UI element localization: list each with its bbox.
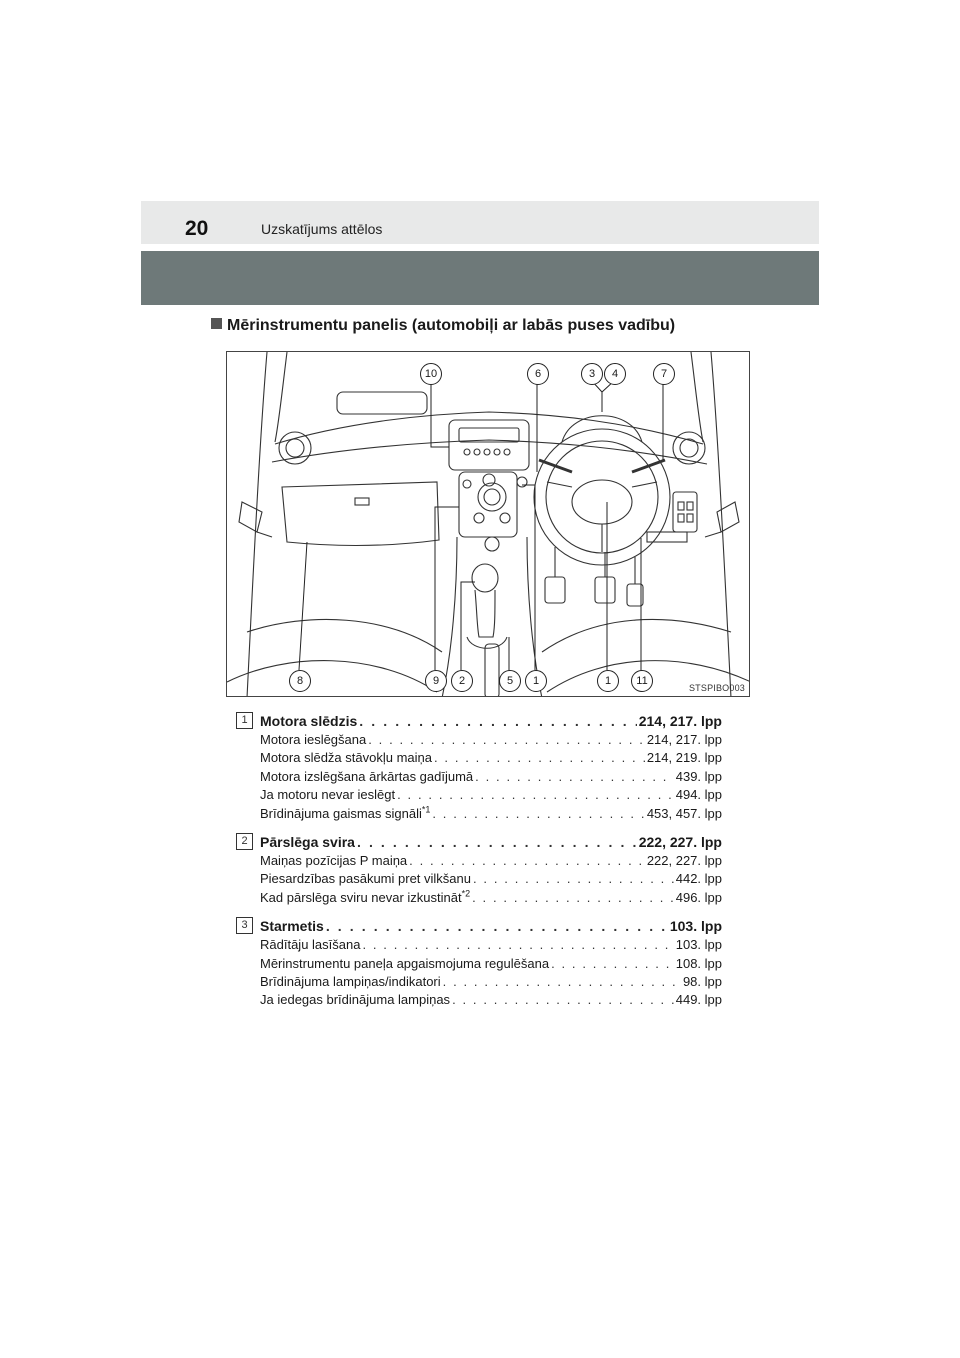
leader-dots [368,731,645,749]
callout-8: 8 [289,670,311,692]
footnote-marker: *1 [421,804,431,815]
callout-9: 9 [425,670,447,692]
sub-entry-text: Brīdinājuma gaismas signāli [260,805,422,821]
leader-dots [326,916,668,936]
sub-entry [260,973,722,991]
sub-entry-text: Motora slēdža stāvokļu maiņa [260,750,432,766]
leader-dots [397,786,674,804]
sub-entry [260,768,722,786]
section-heading-text: Mērinstrumentu panelis (automobiļi ar labās puses vadību) [227,317,676,334]
leader-dots [432,805,644,823]
leader-dots [473,870,674,888]
square-bullet-icon [211,318,222,329]
entry-pages: 222, 227. lpp [638,834,722,851]
leader-dots [357,832,637,852]
sub-entry-pages: 108. lpp [675,955,722,971]
sub-entry-text: Mērinstrumentu paneļa apgaismojuma regulēšana [260,955,550,971]
sub-entry-text: Kad pārslēga sviru nevar izkustināt [260,889,462,905]
callout-11: 11 [631,670,653,692]
sub-entry [260,955,722,973]
callout-1-wheel: 1 [597,670,619,692]
sub-entry-text-with-footnote [260,889,470,907]
page-header-bar [141,201,819,244]
sub-entry-pages: 449. lpp [675,992,722,1008]
dashboard-illustration [226,351,750,697]
sub-entry-text: Brīdinājuma lampiņas/indikatori [260,974,441,990]
sub-entry-pages: 439. lpp [675,768,722,784]
sub-entry-pages: 453, 457. lpp [646,805,722,821]
sub-entry-pages: 98. lpp [682,974,722,990]
leader-dots [362,936,673,954]
sub-entry-text: Ja iedegas brīdinājuma lampiņas [260,992,451,1008]
entry-2 [236,832,722,907]
sub-entry-text-with-footnote [260,805,430,823]
entry-pages: 214, 217. lpp [638,713,722,729]
sub-entry-text: Maiņas pozīcijas P maiņa [260,853,408,869]
callout-4: 4 [604,363,626,385]
sub-entry-pages: 496. lpp [675,889,722,905]
sub-entry-pages: 494. lpp [675,787,722,803]
callout-7: 7 [653,363,675,385]
entry-number-badge: 2 [236,833,253,850]
footnote-marker: *2 [461,888,471,899]
sub-entry-text: Motora izslēgšana ārkārtas gadījumā [260,768,474,784]
entry-title-line [260,832,722,852]
sub-entry-text: Rādītāju lasīšana [260,937,361,953]
sub-entry [260,991,722,1009]
callout-6: 6 [527,363,549,385]
leader-dots [434,749,645,767]
sub-entry [260,731,722,749]
sub-entry-pages: 103. lpp [675,937,722,953]
sub-entry [260,852,722,870]
leader-dots [472,889,674,907]
sub-entry-pages: 214, 219. lpp [646,750,722,766]
callout-2: 2 [451,670,473,692]
entry-3 [236,916,722,1010]
callout-1-center: 1 [525,670,547,692]
callout-3: 3 [581,363,603,385]
chapter-title: Uzskatījums attēlos [261,221,383,237]
entry-title-line [260,916,722,936]
callout-10: 10 [420,363,442,385]
sub-entry-pages: 214, 217. lpp [646,732,722,747]
sub-entry [260,889,722,907]
sub-entry [260,805,722,823]
sub-entry [260,786,722,804]
leader-dots [443,973,681,991]
leader-dots [551,955,674,973]
entry-number-badge: 3 [236,917,253,934]
entry-title: Motora slēdzis [260,713,358,729]
callout-5: 5 [499,670,521,692]
leader-dots [452,991,674,1009]
sub-entry-text: Ja motoru nevar ieslēgt [260,787,396,803]
header-band [141,251,819,305]
entry-title-line [260,711,722,731]
sub-entry [260,936,722,954]
figure-code: STSPIBO003 [688,683,745,693]
sub-entry [260,749,722,767]
entry-title: Pārslēga svira [260,834,355,851]
section-heading [211,318,675,334]
entry-number-badge: 1 [236,712,253,729]
page-number: 20 [185,217,209,240]
sub-entry-pages: 442. lpp [675,871,722,887]
entry-title: Starmetis [260,918,324,935]
sub-entry-pages: 222, 227. lpp [646,853,722,869]
index-entries [236,711,722,1019]
leader-dots [475,768,674,786]
leader-dots [359,711,636,731]
entry-1 [236,711,722,823]
dashboard-drawing [227,352,750,697]
leader-dots [409,852,645,870]
entry-pages: 103. lpp [669,918,722,935]
sub-entry-text: Piesardzības pasākumi pret vilkšanu [260,871,471,887]
sub-entry [260,870,722,888]
sub-entry-text: Motora ieslēgšana [260,732,367,747]
